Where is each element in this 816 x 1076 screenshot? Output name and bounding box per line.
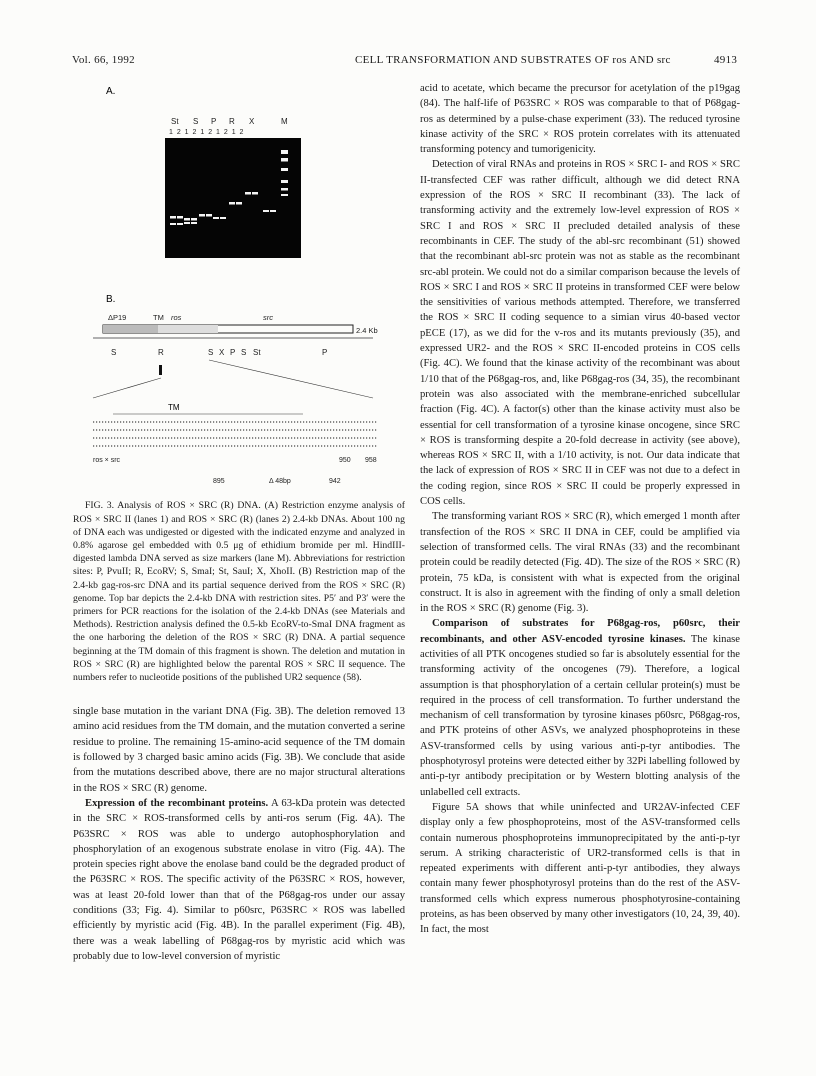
- dna-bar-gag: [103, 325, 158, 333]
- src-label: src: [263, 313, 273, 322]
- tm-expanded-label: TM: [168, 403, 180, 412]
- figure-3: [73, 80, 405, 505]
- sequence-rows: [93, 422, 378, 446]
- pos-942: 942: [329, 478, 341, 485]
- site-label: S: [208, 348, 214, 357]
- section-heading-comparison: Comparison of substrates for P68gag-ros, p60src, their recombinants, and other ASV-encoded tyrosine kinases.: [420, 618, 740, 645]
- lane-letter: M: [281, 117, 288, 126]
- caption-title: FIG. 3. Analysis of ROS × SRC (R) DNA.: [85, 500, 261, 512]
- ros-x-src-label: ros × src: [93, 457, 121, 464]
- caption-text: (A) Restriction enzyme analysis of ROS × SRC II (lanes 1) and ROS × SRC (R) (lanes 2) 2.4-kb DNAs. About 100 ng of DNA each was undigested or digested with the indicated enzyme and analyzed in 0.8% agarose gel embedded with 0.5 μg of ethidium bromide per ml. HindIII-digested lambda DNA served as size markers (lane M). Abbreviations for restriction sites: P, PvuII; R, EcoRV; S, SmaI; St, SauI; X, XhoII. (B) Restriction map of the 2.4-kb gag-ros-src DNA and its partial sequence derived from the ROS × SRC (R) genome. Top bar depicts the 2.4-kb DNA with restriction sites. P5′ and P3′ were the primers for PCR reactions for the isolation of the 2.4-kb DNAs (see Materials and Methods). Restriction analysis defined the 0.5-kb EcoRV-to-SmaI DNA fragment as the one harboring the deletion of the ROS × SRC (R) DNA. A partial sequence beginning at the TM domain of this fragment is shown. The deletion and mutation in ROS × SRC (R) are highlighted below the parental ROS × SRC II sequence. The numbers refer to nucleotide positions of the published UR2 sequence (58).: [73, 500, 405, 683]
- right-para-4-text: The kinase activities of all PTK oncogenes studied so far is absolutely essential for the transforming activity of the oncogenes (79). Therefore, a logical assumption is that phosphorylation of a certain cellular protein(s) must be required in the process of cell transformation. To further understand the mechanism of cell transformation by tyrosine kinases p60src, P68gag-ros, and PTK proteins of other ASVs, we analyzed phosphoproteins in these ASV-transformed cells by using various anti-p-tyr antibodies. The phosphotyrosyl proteins were detected either by 32Pi labelling followed by anti-p-tyr antibody precipitation or by Western blotting analysis of the unlabelled cell extracts.: [420, 633, 740, 798]
- zoom-line-left: [93, 378, 161, 398]
- pos-895: 895: [213, 478, 225, 485]
- site-label: P: [322, 348, 328, 357]
- page-number: 4913: [714, 54, 738, 66]
- right-para-4: [420, 616, 740, 800]
- section-heading-expression: Expression of the recombinant proteins.: [85, 797, 269, 809]
- left-para-1: single base mutation in the variant DNA (Fig. 3B). The deletion removed 13 amino acid residues from the TM domain, and the mutation converted a serine residue to proline. The remaining 15-amino-acid sequence of the TM domain is followed by 3 charged basic amino acids (Fig. 3B). We conclude that aside from the mutations described above, there are no major structural alterations in the ROS × SRC (R) genome.: [73, 706, 405, 794]
- deletion-marker: [159, 365, 162, 375]
- site-label: St: [253, 348, 261, 357]
- right-para-2: Detection of viral RNAs and proteins in ROS × SRC I- and ROS × SRC II-transfected CEF was rather difficult, although we did detect RNA expression of the ROS × SRC II recombinant (33). The lack of transforming activity and the extremely low-level expression of ROS × SRC I and ROS × SRC II precluded detailed analysis of these recombinants in CEF. The study of the abl-src recombinant (51) showed that the recombinant abl-src protein was not as stable as the recombinant src-abl protein. We could not do a similar comparison because the levels of ROS × SRC I and ROS × SRC II proteins in transformed CEF were below the sensitivities of various methods attempted. Therefore, we transferred the ROS × SRC II coding sequence to a simian virus 40-based vector pECE (17), as we did for the v-ros and its mutants previously (35), and expressed UR2- and the ROS × SRC II-encoded proteins in COS cells (Fig. 4C). We found that the kinase activity of the recombinant was about 1/10 that of the P68gag-ros, and, like P68gag-ros (34, 35), the recombinant protein was also associated with the membrane-enriched subcellular fraction (Fig. 4C). A factor(s) other than the kinase activity must also be essential for cell transformation of a tyrosine kinase oncogene, since SRC × ROS is transforming despite a 20-fold decrease in activity (see above), whereas ROS × SRC II, with a 1/10 activity, is not. Our data indicate that the lack of expression of ROS × SRC II in CEF was not due to a defect in the coding region, since ROS × SRC II could be properly expressed in COS cells.: [420, 159, 740, 508]
- right-para-5: Figure 5A shows that while uninfected and UR2AV-infected CEF display only a few phosphoproteins, most of the ASV-transformed cells contain numerous phosphoproteins immunoprecipitated by the anti-p-tyr serum. A striking characteristic of UR2-transformed cells is that in repeated experiments with different anti-p-tyr antibodies, they always contain many fewer phosphotyrosyl proteins than do the rest of the ASV-transformed cells which express numerous phosphotyrosine-containing proteins, as has been observed by many other investigators (10, 24, 39, 40). In fact, the most: [420, 801, 740, 936]
- ros-label: ros: [171, 313, 182, 322]
- volume-header: Vol. 66, 1992: [72, 54, 135, 66]
- gel-image: [165, 138, 301, 258]
- figure-caption: [73, 499, 405, 684]
- zoom-line-right: [209, 360, 373, 398]
- site-label: P: [230, 348, 236, 357]
- size-label: 2.4 Kb: [356, 326, 378, 335]
- pos-958: 958: [365, 457, 377, 464]
- panel-a-label: A.: [106, 86, 116, 97]
- left-para-2-text: A 63-kDa protein was detected in the SRC × ROS-transformed cells by anti-ros serum (Fig. 4A). The P63SRC × ROS was able to undergo autophosphorylation and phosphorylation of an exogenous substrate enolase in vitro (Fig. 4A). The protein species right above the enolase band could be the degraded product of the P63SRC × ROS. The specific activity of the P63SRC × ROS, however, was at least 20-fold lower than that of the P68gag-ros under our assay conditions (33; Fig. 4). Similar to p60src, P63SRC × ROS was labelled efficiently by myristic acid (Fig. 4B). In the parallel experiment (Fig. 4B), there was a weak labelling of P68gag-ros by myristic acid which was probably due to low-level conversion of myristic: [73, 797, 405, 962]
- panel-b-label: B.: [106, 294, 116, 305]
- dna-bar-ros: [158, 325, 218, 333]
- lane-letter: P: [211, 117, 217, 126]
- site-label: S: [111, 348, 117, 357]
- right-column: [420, 81, 740, 938]
- right-para-3: The transforming variant ROS × SRC (R), which emerged 1 month after transfection of the ROS × SRC II DNA in CEF, could be amplified via selection of transformed cells. The viral RNAs (33) and the recombinant protein could be readily detected (Fig. 4D). The size of the ROS × SRC (R) protein, 75 kDa, is consistent with what is expected from the original construct. It is also in agreement with the finding of only a small deletion in the ROS × SRC (R) genome (Fig. 3).: [420, 511, 740, 615]
- lane-letter: X: [249, 117, 255, 126]
- right-para-1: acid to acetate, which became the precursor for acetylation of the p19gag (84). The half-life of P63SRC × ROS was comparable to that of P68gag-ros as determined by a pulse-chase experiment (33). The reduced tyrosine kinase activity of the SRC × ROS protein correlates with its attenuated transforming potency and tumorigenicity.: [420, 83, 740, 156]
- figure-3-graphic: [73, 80, 405, 500]
- site-label: X: [219, 348, 225, 357]
- delta-p19-label: ΔP19: [108, 313, 127, 322]
- left-para-2: [73, 796, 405, 964]
- delta-48bp-label: Δ 48bp: [269, 478, 291, 485]
- lane-numbers: 1 2 1 2 1 2 1 2 1 2: [169, 129, 245, 136]
- running-title: CELL TRANSFORMATION AND SUBSTRATES OF ros AND src: [355, 54, 671, 66]
- lane-letter: St: [171, 117, 179, 126]
- pos-950: 950: [339, 457, 351, 464]
- lane-letter: S: [193, 117, 199, 126]
- tm-label: TM: [153, 313, 164, 322]
- site-label: S: [241, 348, 247, 357]
- site-label: R: [158, 348, 164, 357]
- left-column: [73, 80, 405, 964]
- lane-letter: R: [229, 117, 235, 126]
